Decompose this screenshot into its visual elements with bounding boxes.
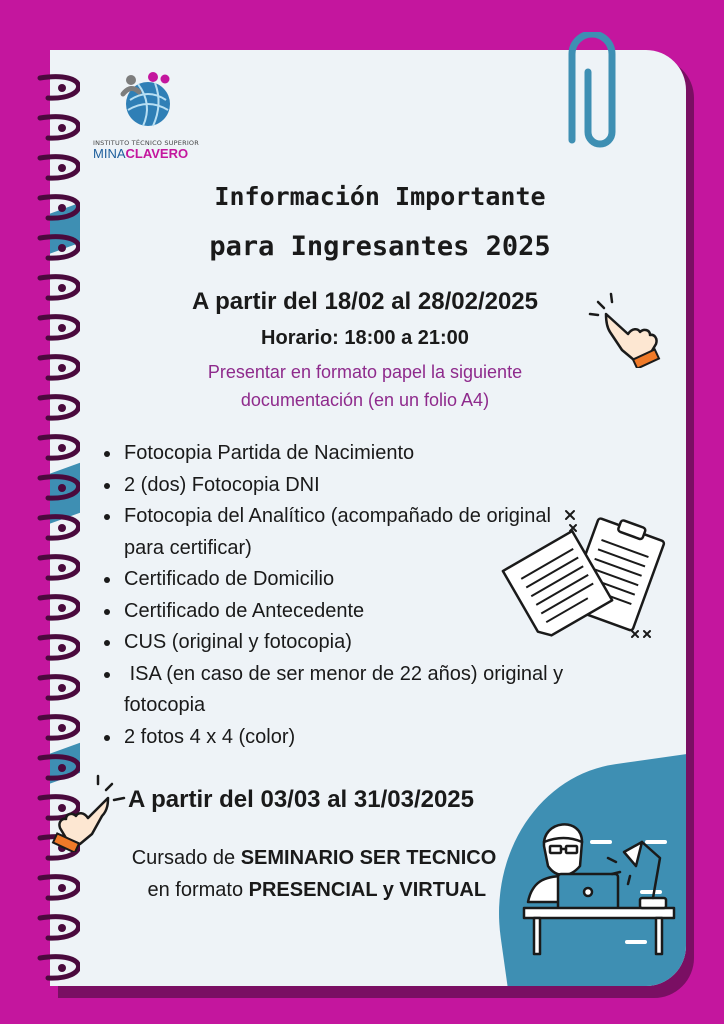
list-item: • Fotocopia Partida de Nacimiento	[122, 438, 592, 470]
logo-name	[93, 146, 213, 161]
logo-globe-icon	[93, 70, 213, 132]
first-period-dates: A partir del 18/02 al 28/02/2025	[192, 288, 538, 315]
list-item: • CUS (original y fotocopia)	[122, 627, 592, 659]
seminar-description	[112, 842, 516, 906]
title-line-2: para Ingresantes 2025	[209, 231, 551, 262]
list-item: • ISA (en caso de ser menor de 22 años) original y fotocopia	[122, 659, 592, 722]
pointing-hand-icon	[584, 288, 664, 368]
seminar-text-middle: en formato	[141, 879, 249, 901]
person-laptop-icon	[520, 812, 680, 962]
list-item: • 2 (dos) Fotocopia DNI	[122, 470, 592, 502]
seminar-name: SEMINARIO SER TECNICO	[240, 847, 497, 869]
second-period-dates: A partir del 03/03 al 31/03/2025	[128, 786, 474, 813]
logo-name-clavero: CLAVERO	[125, 146, 189, 161]
list-item: • Fotocopia del Analítico (acompañado de original para certificar)	[122, 501, 592, 564]
title-line-1: Información Importante	[214, 182, 546, 211]
logo-name-mina: MINA	[93, 146, 126, 161]
instruction-line-2: documentación (en un folio A4)	[240, 390, 490, 410]
list-item: • 2 fotos 4 x 4 (color)	[122, 722, 592, 754]
logo-caption: INSTITUTO TÉCNICO SUPERIOR	[93, 139, 199, 147]
page-title	[190, 172, 570, 272]
document-instructions	[150, 358, 580, 414]
list-item: • Certificado de Domicilio	[122, 564, 592, 596]
seminar-text-prefix: Cursado de	[131, 847, 241, 869]
institute-logo	[93, 70, 213, 161]
paperclip-icon	[568, 32, 632, 162]
documents-icon	[500, 505, 670, 655]
instruction-line-1: Presentar en formato papel la siguiente	[207, 362, 523, 382]
seminar-mode: PRESENCIAL y VIRTUAL	[248, 879, 487, 901]
list-item: • Certificado de Antecedente	[122, 596, 592, 628]
spiral-rings	[0, 0, 80, 1024]
first-period-schedule: Horario: 18:00 a 21:00	[261, 327, 469, 349]
pointing-hand-icon	[50, 772, 130, 852]
